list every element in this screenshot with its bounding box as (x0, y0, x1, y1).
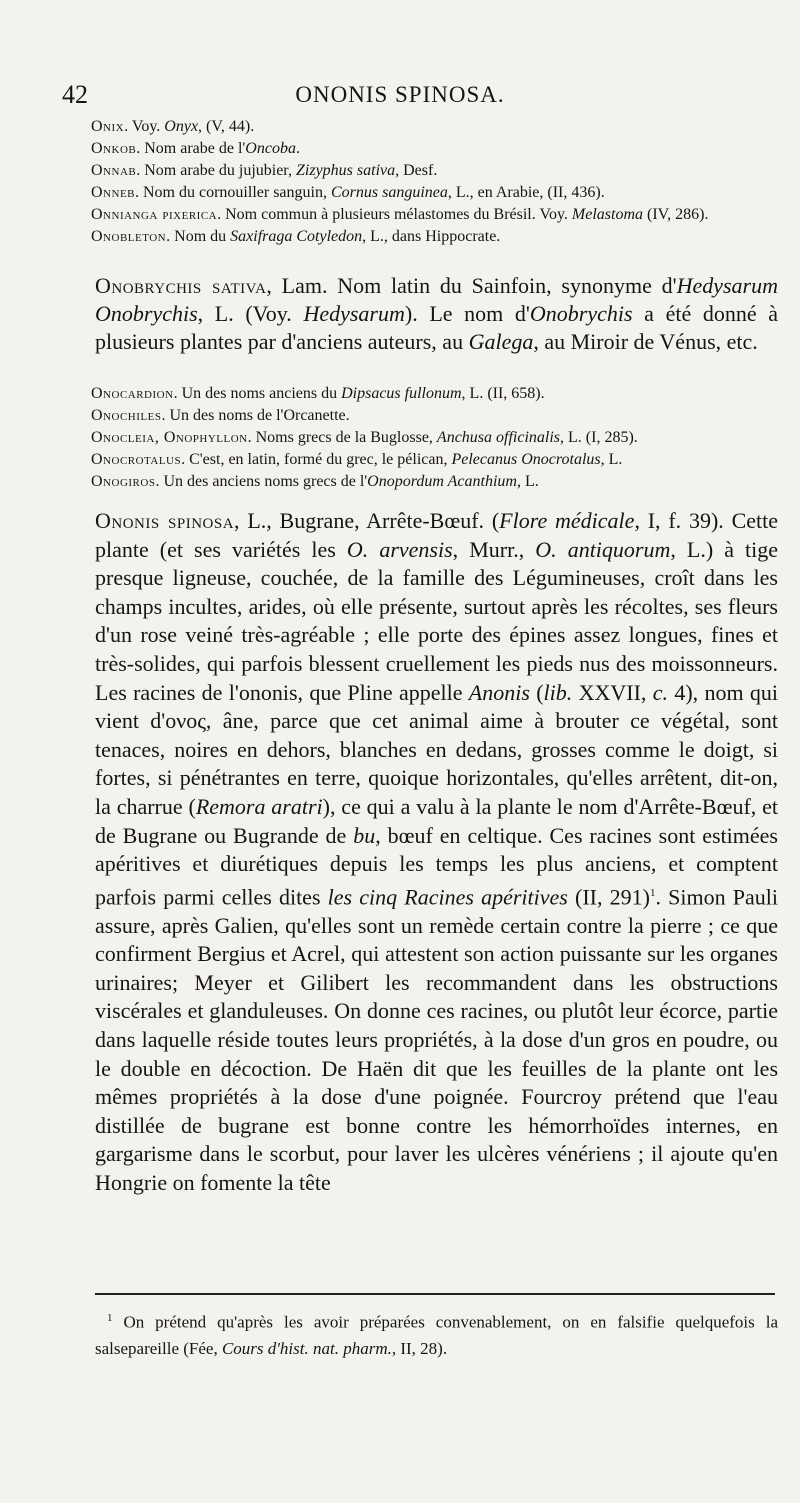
entry-ononis-spinosa: Ononis spinosa, L., Bugrane, Arrête-Bœuf. (Flore médicale, I, f. 39). Cette plante (et ses variétés les O. arvensis, Murr., O. antiquorum, L.) à tige presque ligneuse, couchée, de la famille des Légumineuses, croît dans les champs incultes, arides, où elle présente, surtout après les récoltes, ses fleurs d'un rose veiné très-agréable ; elle porte des épines assez longues, fines et très-solides, qui parfois blessent cruellement les pieds nus des moissonneurs. Les racines de l'ononis, que Pline appelle Anonis (lib. XXVII, c. 4), nom qui vient d'ονος, âne, parce que cet animal aime à brouter ce végétal, sont tenaces, noires en dehors, blanches en dedans, grosses comme le doigt, si fortes, si pénétrantes en terre, quoique horizontales, qu'elles arrêtent, dit-on, la charrue (Remora aratri), ce qui a valu à la plante le nom d'Arrête-Bœuf, et de Bugrane ou Bugrande de bu, bœuf en celtique. Ces racines sont estimées apéritives et diurétiques depuis les temps les plus anciens, et comptent parfois parmi celles dites les cinq Racines apéritives (II, 291)$^1$. Simon Pauli assure, après Galien, qu'elles sont un remède certain contre la pierre ; ce que confirment Bergius et Acrel, qui attestent son action puissante sur les organes urinaires; Meyer et Gilibert les recommandent dans les obstructions viscérales et glanduleuses. On donne ces racines, ou plutôt leur écorce, partie dans laquelle réside toutes leurs propriétés, à la dose d'un gros en poudre, ou le double en décoction. De Haën dit que les feuilles de la plante ont les mêmes propriétés à la dose d'une poignée. Fourcroy prétend que l'eau distillée de bugrane est bonne contre les hémorrhoïdes internes, en gargarisme dans le scorbut, pour laver les ulcères vénériens ; il ajoute qu'en Hongrie on fomente la tête (95, 508, 779, 1195)
entry-onocrotalus: Onocrotalus. C'est, en latin, formé du grec, le pélican, Pelecanus Onocrotalus, L. (91, 451, 623, 468)
page-header (0, 80, 800, 114)
running-title: ONONIS SPINOSA. (295, 82, 505, 107)
footnote: $^1$ On prétend qu'après les avoir préparées convenablement, on en falsifie quelquefois la salsepareille (Fée, Cours d'hist. nat. pharm., II, 28). (95, 1312, 778, 1358)
footnote-ref: 1 (649, 886, 656, 899)
entry-onneb: Onneb. Nom du cornouiller sanguin, Cornus sanguinea, L., en Arabie, (II, 436). (91, 184, 605, 201)
footnote-mark: 1 (107, 1312, 113, 1324)
entry-onobleton: Onobleton. Nom du Saxifraga Cotyledon, L., dans Hippocrate. (91, 228, 501, 245)
entry-onogiros: Onogiros. Un des anciens noms grecs de l'Onopordum Acanthium, L. (91, 473, 539, 490)
entry-onochiles: Onochiles. Un des noms de l'Orcanette. (91, 407, 350, 424)
entry-onkob: Onkob. Nom arabe de l'Oncoba. (91, 140, 300, 157)
entries-group-b (91, 383, 791, 493)
entry-onix: Onix. Voy. Onyx, (V, 44). (91, 118, 255, 135)
entries-group-a (91, 116, 791, 248)
footnote-divider (95, 1293, 775, 1295)
entry-onobrychis: Onobrychis sativa, Lam. Nom latin du Sainfoin, synonyme d'Hedysarum Onobrychis, L. (Voy. Hedysarum). Le nom d'Onobrychis a été donné à plusieurs plantes par d'anciens auteurs, au Galega, au Miroir de Vénus, etc. (95, 273, 779, 354)
page-number: 42 (62, 80, 88, 109)
entry-onnianga: Onnianga pixerica. Nom commun à plusieurs mélastomes du Brésil. Voy. Melastoma (IV, 286). (91, 206, 709, 223)
entry-onocleia: Onocleia, Onophyllon. Noms grecs de la Buglosse, Anchusa officinalis, L. (I, 285). (91, 429, 638, 446)
entry-onocardion: Onocardion. Un des noms anciens du Dipsacus fullonum, L. (II, 658). (91, 385, 545, 402)
entry-onnab: Onnab. Nom arabe du jujubier, Zizyphus sativa, Desf. (91, 162, 438, 179)
